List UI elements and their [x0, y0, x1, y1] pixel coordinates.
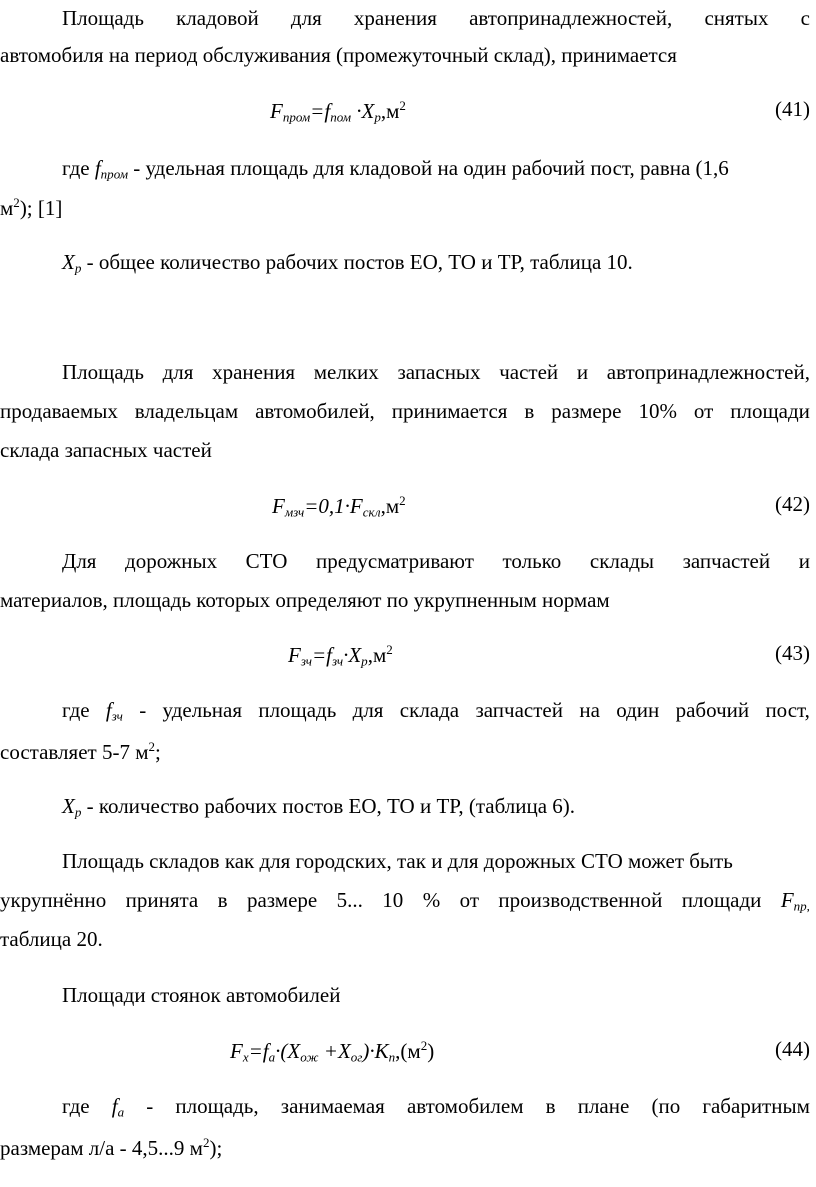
p1-line1	[62, 8, 810, 29]
formula-43-number: (43)	[775, 641, 810, 665]
formula-42: $F_{мзч}=0,1\cdot F_{скл},м^2$	[272, 493, 406, 520]
p6-line1: где $f_{зч}$ - удельная площадь для склада запчастей на один рабочий пост,	[62, 698, 810, 724]
p6-line2: составляет 5-7 $м^2$;	[0, 739, 161, 765]
p2-line2: $м^2$); [1]	[0, 195, 63, 221]
formula-42-number: (42)	[775, 492, 810, 516]
word: кладовой	[176, 6, 259, 30]
word: снятых	[704, 6, 769, 30]
p2-line1: где $f_{пром}$ - удельная площадь для кладовой на один рабочий пост, равна (1,6	[62, 156, 729, 182]
p9-line: Площади стоянок автомобилей	[62, 983, 341, 1007]
p4-line3: склада запасных частей	[0, 438, 212, 462]
p10-line1: где $f_а$ - площадь, занимаемая автомобилем в плане (по габаритным	[62, 1094, 810, 1120]
word: хранения	[353, 6, 437, 30]
p10-line2: размерам л/а - 4,5...9 $м^2$);	[0, 1135, 223, 1161]
p5-line1: Для дорожных СТО предусматривают только склады запчастей и	[62, 549, 810, 573]
word: с	[800, 6, 810, 30]
formula-44: $F_х=f_а\cdot(X_{ож} +X_{ог})\cdot K_п,(м^2)$	[230, 1038, 435, 1065]
p5-line2: материалов, площадь которых определяют по укрупненным нормам	[0, 588, 610, 612]
p4-line1: Площадь для хранения мелких запасных частей и автопринадлежностей,	[62, 360, 810, 384]
formula-41: $F_{пром}=f_{пом} \cdot X_р,м^2$	[270, 98, 406, 125]
word: для	[290, 6, 322, 30]
p7-line: $X_р$ - количество рабочих постов ЕО, ТО и ТР, (таблица 6).	[62, 794, 576, 820]
p8-line1: Площадь складов как для городских, так и для дорожных СТО может быть	[62, 849, 733, 873]
formula-41-number: (41)	[775, 97, 810, 121]
p3-line: $X_р$ - общее количество рабочих постов ЕО, ТО и ТР, таблица 10.	[62, 250, 633, 276]
p4-line2: продаваемых владельцам автомобилей, принимается в размере 10% от площади	[0, 399, 810, 423]
p1-line2: автомобиля на период обслуживания (промежуточный склад), принимается	[0, 43, 677, 67]
p8-line2: укрупнённо принята в размере 5... 10 % от производственной площади $F_{пр,}$	[0, 888, 810, 914]
word: автопринадлежностей,	[469, 6, 673, 30]
formula-44-number: (44)	[775, 1037, 810, 1061]
formula-43: $F_{зч}=f_{зч}\cdot X_р,м^2$	[288, 642, 393, 669]
p8-line3: таблица 20.	[0, 927, 103, 951]
word: Площадь	[62, 6, 144, 30]
